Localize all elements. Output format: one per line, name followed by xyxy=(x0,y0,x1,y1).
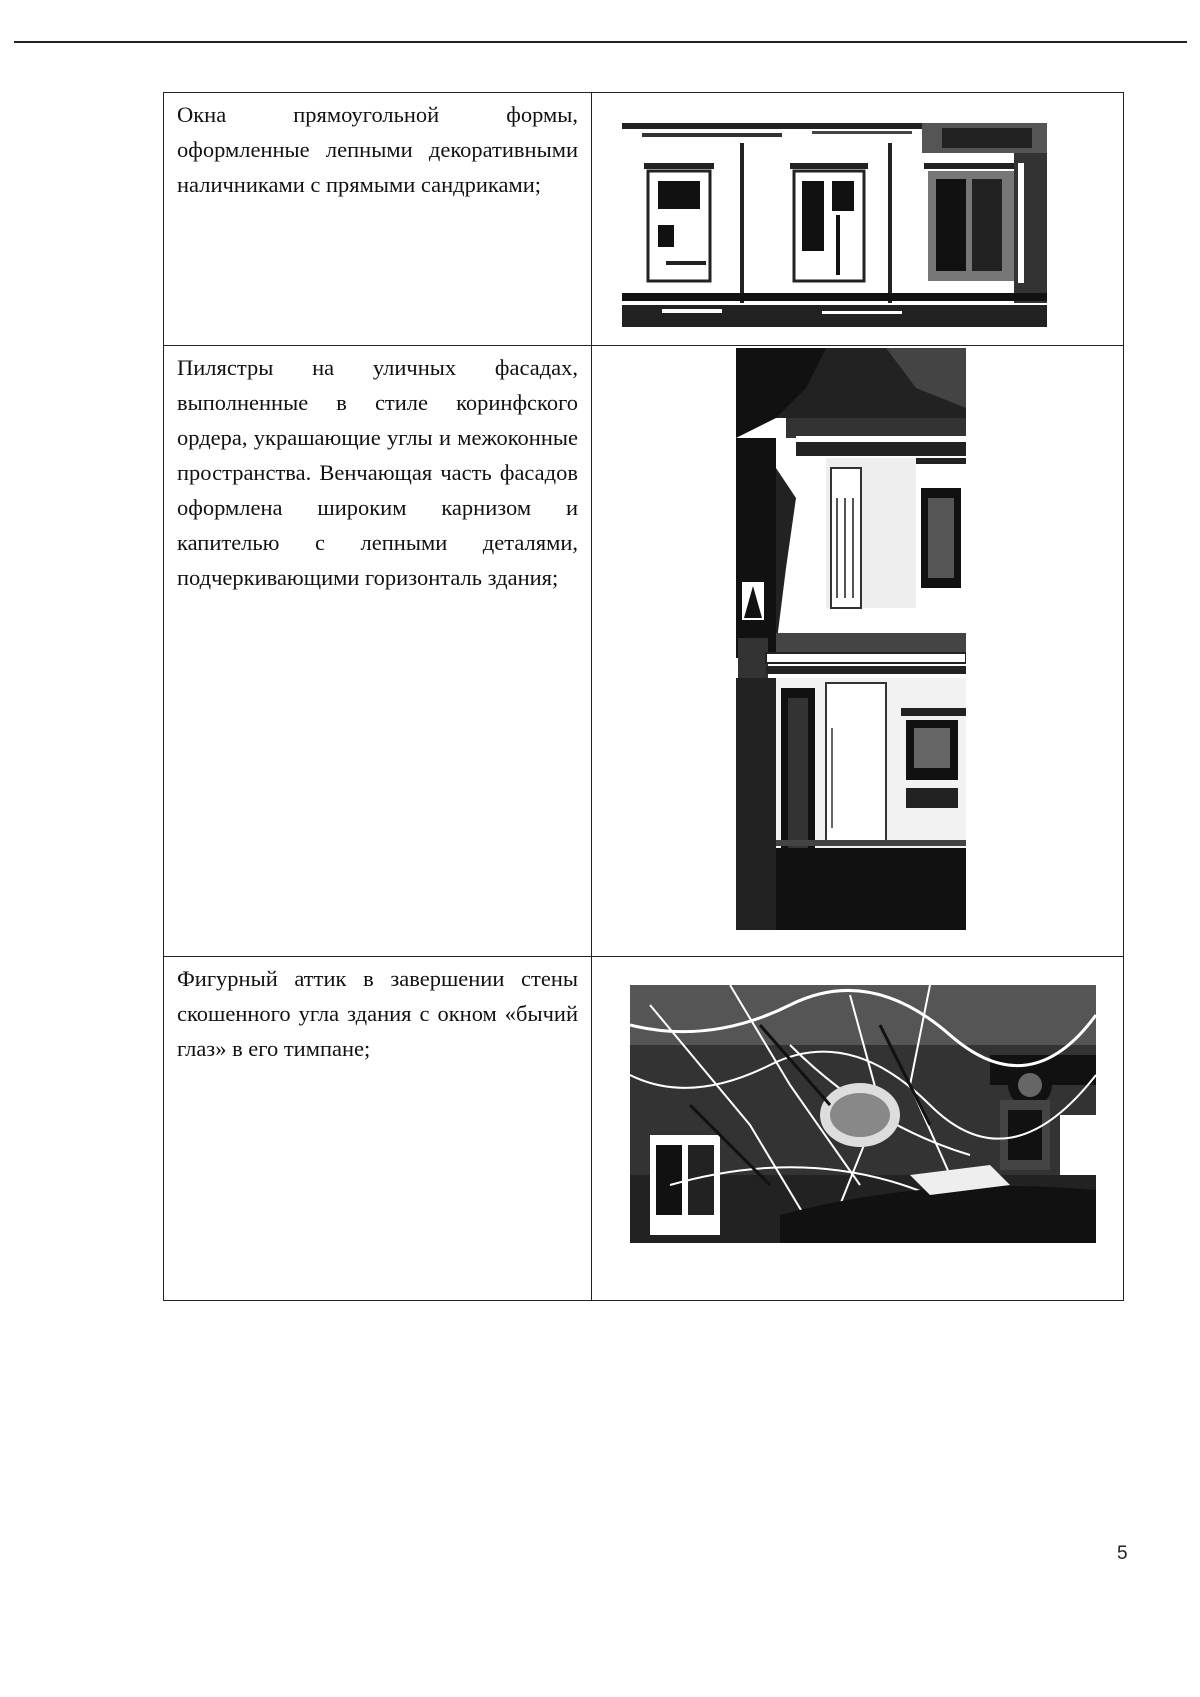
table-row xyxy=(164,957,1124,1301)
photo-cell xyxy=(592,346,1124,957)
description-cell xyxy=(164,957,592,1301)
page-number: 5 xyxy=(1117,1543,1128,1564)
description-text: Фигурный аттик в завершении стены скошенного угла здания с окном «бычий глаз» в его тимпане; xyxy=(177,966,578,1061)
table-row xyxy=(164,346,1124,957)
pilasters-photo xyxy=(736,348,966,930)
attic-photo xyxy=(630,985,1096,1243)
description-cell xyxy=(164,93,592,346)
description-text: Пилястры на уличных фасадах, выполненные в стиле коринфского ордера, украшающие углы и межоконные пространства. Венчающая часть фасадов оформлена широким карнизом и капителью с лепными деталями, подчеркивающими горизонталь здания; xyxy=(177,355,578,590)
description-text: Окна прямоугольной формы, оформленные лепными декоративными наличниками с прямыми сандриками; xyxy=(177,102,578,197)
table-row xyxy=(164,93,1124,346)
photo-cell xyxy=(592,93,1124,346)
photo-cell xyxy=(592,957,1124,1301)
header-rule xyxy=(14,41,1187,43)
features-table xyxy=(163,92,1124,1301)
description-cell xyxy=(164,346,592,957)
windows-photo xyxy=(622,123,1047,327)
